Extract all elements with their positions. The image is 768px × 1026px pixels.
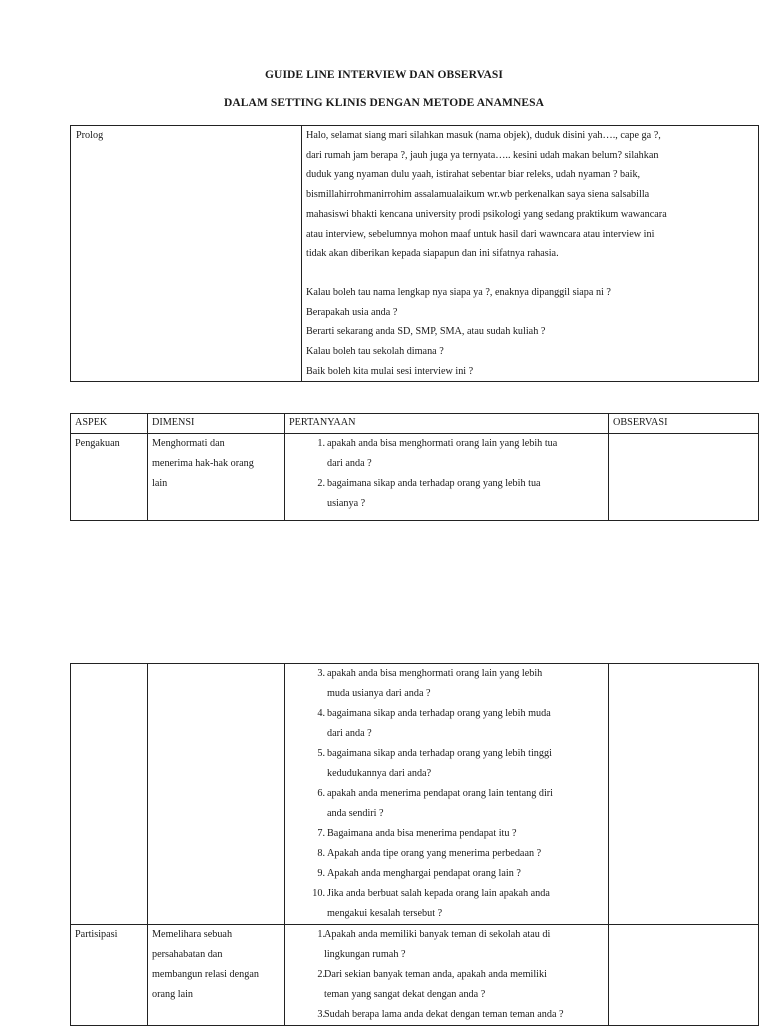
pertanyaan-cell bbox=[285, 664, 609, 925]
question-text: mengakui kesalah tersebut ? bbox=[327, 908, 443, 919]
pertanyaan-cell bbox=[285, 434, 609, 521]
question-item bbox=[289, 664, 604, 704]
aspek-cell: Partisipasi bbox=[71, 925, 148, 1026]
dimensi-line: lain bbox=[152, 478, 168, 489]
question-item bbox=[289, 434, 604, 474]
table-row bbox=[71, 925, 759, 1026]
prolog-table bbox=[70, 125, 759, 382]
question-text: Dari sekian banyak teman anda, apakah anda memiliki bbox=[324, 969, 547, 980]
question-item bbox=[289, 864, 604, 884]
prolog-question: Berarti sekarang anda SD, SMP, SMA, atau sudah kuliah ? bbox=[306, 326, 546, 338]
table-row bbox=[71, 434, 759, 521]
question-item bbox=[289, 474, 604, 514]
question-text: Jika anda berbuat salah kepada orang lain apakah anda bbox=[327, 888, 550, 899]
prolog-question: Kalau boleh tau nama lengkap nya siapa ya ?, enaknya dipanggil siapa ni ? bbox=[306, 286, 611, 298]
document-title: GUIDE LINE INTERVIEW DAN OBSERVASI bbox=[265, 69, 503, 81]
question-text: dari anda ? bbox=[327, 458, 372, 469]
question-number: 10. bbox=[312, 888, 325, 899]
prolog-line: mahasiswi bhakti kencana university prodi psikologi yang sedang praktikum wawancara bbox=[306, 208, 667, 220]
header-pertanyaan: PERTANYAAN bbox=[285, 414, 609, 434]
dimensi-line: menerima hak-hak orang bbox=[152, 458, 254, 469]
aspek-cell bbox=[71, 664, 148, 925]
header-aspek: ASPEK bbox=[71, 414, 148, 434]
question-text: Apakah anda memiliki banyak teman di sekolah atau di bbox=[324, 929, 551, 940]
question-number: 3. bbox=[317, 668, 325, 679]
question-number: 1. bbox=[317, 438, 325, 449]
header-dimensi: DIMENSI bbox=[148, 414, 285, 434]
dimensi-line: Menghormati dan bbox=[152, 438, 225, 449]
question-text: bagaimana sikap anda terhadap orang yang lebih tua bbox=[327, 478, 541, 489]
dimensi-line: Memelihara sebuah bbox=[152, 929, 233, 940]
prolog-line: bismillahirrohmanirrohim assalamualaikum wr.wb perkenalkan saya siena salsabilla bbox=[306, 189, 650, 201]
question-item bbox=[289, 965, 604, 1005]
table-row bbox=[71, 664, 759, 925]
observasi-cell bbox=[609, 664, 759, 925]
question-number: 1. bbox=[317, 929, 325, 940]
dimensi-cell bbox=[148, 664, 285, 925]
header-observasi: OBSERVASI bbox=[609, 414, 759, 434]
question-number: 7. bbox=[317, 828, 325, 839]
observasi-cell bbox=[609, 925, 759, 1026]
prolog-line: atau interview, sebelumnya mohon maaf untuk hasil dari wawncara atau interview ini bbox=[306, 228, 655, 240]
prolog-text bbox=[302, 126, 759, 382]
question-text: Bagaimana anda bisa menerima pendapat itu ? bbox=[327, 828, 517, 839]
prolog-line: Halo, selamat siang mari silahkan masuk (nama objek), duduk disini yah…., cape ga ?, bbox=[306, 130, 661, 141]
pertanyaan-cell bbox=[285, 925, 609, 1026]
question-number: 4. bbox=[317, 708, 325, 719]
question-text: kedudukannya dari anda? bbox=[327, 768, 432, 779]
dimensi-line: persahabatan dan bbox=[152, 949, 223, 960]
dimensi-line: orang lain bbox=[152, 989, 194, 1000]
question-number: 5. bbox=[317, 748, 325, 759]
dimensi-line: membangun relasi dengan bbox=[152, 969, 259, 980]
question-text: usianya ? bbox=[327, 498, 366, 509]
question-text: bagaimana sikap anda terhadap orang yang lebih tinggi bbox=[327, 748, 552, 759]
dimensi-cell bbox=[148, 925, 285, 1026]
question-item bbox=[289, 824, 604, 844]
question-text: dari anda ? bbox=[327, 728, 372, 739]
question-text: muda usianya dari anda ? bbox=[327, 688, 431, 699]
question-text: apakah anda bisa menghormati orang lain yang lebih tua bbox=[327, 438, 558, 449]
question-item bbox=[289, 704, 604, 744]
question-text: anda sendiri ? bbox=[327, 808, 384, 819]
question-item bbox=[289, 844, 604, 864]
question-text: Apakah anda menghargai pendapat orang lain ? bbox=[327, 868, 521, 879]
question-text: teman yang sangat dekat dengan anda ? bbox=[324, 989, 486, 1000]
prolog-question: Berapakah usia anda ? bbox=[306, 306, 398, 318]
question-item bbox=[289, 884, 604, 924]
prolog-line: tidak akan diberikan kepada siapapun dan ini sifatnya rahasia. bbox=[306, 248, 559, 260]
prolog-line: duduk yang nyaman dulu yaah, istirahat sebentar biar releks, udah nyaman ? baik, bbox=[306, 169, 641, 181]
prolog-question: Kalau boleh tau sekolah dimana ? bbox=[306, 346, 444, 358]
question-text: Apakah anda tipe orang yang menerima perbedaan ? bbox=[327, 848, 542, 859]
question-text: lingkungan rumah ? bbox=[324, 949, 406, 960]
question-item bbox=[289, 744, 604, 784]
question-number: 2. bbox=[317, 478, 325, 489]
question-number: 3. bbox=[317, 1009, 325, 1020]
observasi-cell bbox=[609, 434, 759, 521]
question-number: 2. bbox=[317, 969, 325, 980]
interview-table-page2 bbox=[70, 663, 759, 1026]
question-item bbox=[289, 925, 604, 965]
prolog-line: dari rumah jam berapa ?, jauh juga ya ternyata….. kesini udah makan belum? silahkan bbox=[306, 149, 659, 161]
prolog-label: Prolog bbox=[71, 126, 302, 382]
question-text: apakah anda menerima pendapat orang lain tentang diri bbox=[327, 788, 554, 799]
dimensi-cell bbox=[148, 434, 285, 521]
question-text: bagaimana sikap anda terhadap orang yang lebih muda bbox=[327, 708, 551, 719]
question-text: Sudah berapa lama anda dekat dengan teman teman anda ? bbox=[324, 1009, 564, 1020]
question-number: 9. bbox=[317, 868, 325, 879]
interview-table-page1 bbox=[70, 413, 759, 521]
document-subtitle: DALAM SETTING KLINIS DENGAN METODE ANAMNESA bbox=[223, 97, 545, 109]
question-item bbox=[289, 1005, 604, 1025]
aspek-cell: Pengakuan bbox=[71, 434, 148, 521]
question-number: 8. bbox=[317, 848, 325, 859]
question-text: apakah anda bisa menghormati orang lain yang lebih bbox=[327, 668, 543, 679]
prolog-question: Baik boleh kita mulai sesi interview ini ? bbox=[306, 365, 474, 377]
question-item bbox=[289, 784, 604, 824]
question-number: 6. bbox=[317, 788, 325, 799]
